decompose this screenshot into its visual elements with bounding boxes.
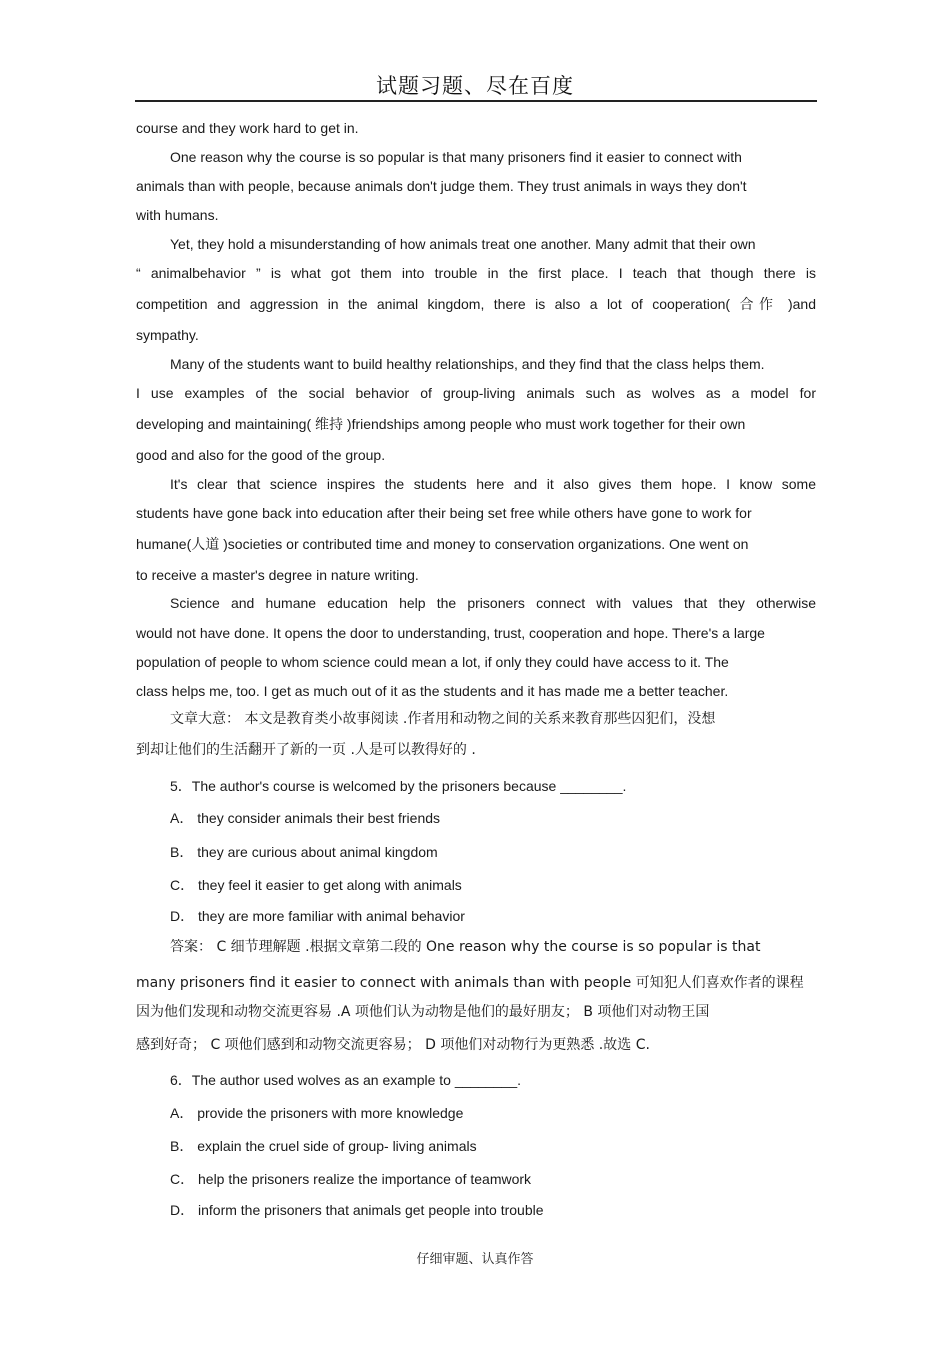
page-header-title: 试题习题、尽在百度: [376, 74, 574, 98]
option-d: D． inform the prisoners that animals get people into trouble: [170, 1202, 544, 1218]
option-b: B． explain the cruel side of group- living animals: [170, 1138, 477, 1154]
passage-line: developing and maintaining( 维持 )friendships among people who must work together for their own: [136, 416, 746, 432]
option-a: A． provide the prisoners with more knowledge: [170, 1105, 464, 1121]
passage-line: class helps me, too. I get as much out of it as the students and it has made me a better teacher.: [136, 683, 729, 699]
passage-line: students have gone back into education after their being set free while others have gone to work for: [136, 505, 752, 521]
passage-line: course and they work hard to get in.: [136, 120, 359, 136]
option-d: D． they are more familiar with animal behavior: [170, 908, 465, 924]
passage-line: “ animalbehavior ” is what got them into trouble in the first place. I teach that though there is: [136, 265, 816, 281]
answer-line: many prisoners find it easier to connect with animals than with people 可知犯人们喜欢作者的课程: [136, 975, 804, 991]
passage-line: sympathy.: [136, 327, 199, 343]
option-c: C． they feel it easier to get along with animals: [170, 877, 462, 893]
passage-line: One reason why the course is so popular is that many prisoners find it easier to connect with: [170, 149, 742, 165]
summary-line: 到却让他们的生活翻开了新的一页 .人是可以教得好的 .: [136, 742, 476, 758]
question-stem: 5．The author's course is welcomed by the prisoners because ________.: [170, 778, 627, 794]
answer-line: 感到好奇； C 项他们感到和动物交流更容易； D 项他们对动物行为更熟悉 .故选 C.: [136, 1037, 650, 1053]
passage-line: It's clear that science inspires the students here and it also gives them hope. I know some: [170, 476, 816, 492]
page-footer: 仔细审题、认真作答: [416, 1252, 534, 1267]
passage-line: to receive a master's degree in nature writing.: [136, 567, 419, 583]
summary-line: 文章大意： 本文是教育类小故事阅读 .作者用和动物之间的关系来教育那些囚犯们，没想: [170, 711, 716, 727]
passage-line: competition and aggression in the animal kingdom, there is also a lot of cooperation( 合作 )and: [136, 296, 816, 312]
passage-line: animals than with people, because animals don't judge them. They trust animals in ways they don't: [136, 178, 747, 194]
option-a: A． they consider animals their best friends: [170, 810, 441, 826]
option-c: C． help the prisoners realize the importance of teamwork: [170, 1171, 532, 1187]
answer-line: 答案： C 细节理解题 .根据文章第二段的 One reason why the course is so popular is that: [170, 939, 761, 955]
passage-line: Science and humane education help the prisoners connect with values that they otherwise: [170, 595, 816, 611]
passage-line: would not have done. It opens the door to understanding, trust, cooperation and hope. There's a large: [136, 625, 765, 641]
passage-line: Yet, they hold a misunderstanding of how animals treat one another. Many admit that their own: [170, 236, 756, 252]
answer-line: 因为他们发现和动物交流更容易 .A 项他们认为动物是他们的最好朋友； B 项他们对动物王国: [136, 1004, 710, 1020]
passage-line: I use examples of the social behavior of group-living animals such as wolves as a model for: [136, 385, 816, 401]
question-stem: 6．The author used wolves as an example to ________.: [170, 1072, 522, 1088]
passage-line: good and also for the good of the group.: [136, 447, 386, 463]
passage-line: with humans.: [136, 207, 219, 223]
passage-line: Many of the students want to build healthy relationships, and they find that the class helps them.: [170, 356, 765, 372]
passage-line: humane(人道 )societies or contributed time and money to conservation organizations. One went on: [136, 536, 749, 552]
header-divider: [135, 100, 817, 102]
passage-line: population of people to whom science could mean a lot, if only they could have access to it. The: [136, 654, 729, 670]
option-b: B． they are curious about animal kingdom: [170, 844, 438, 860]
